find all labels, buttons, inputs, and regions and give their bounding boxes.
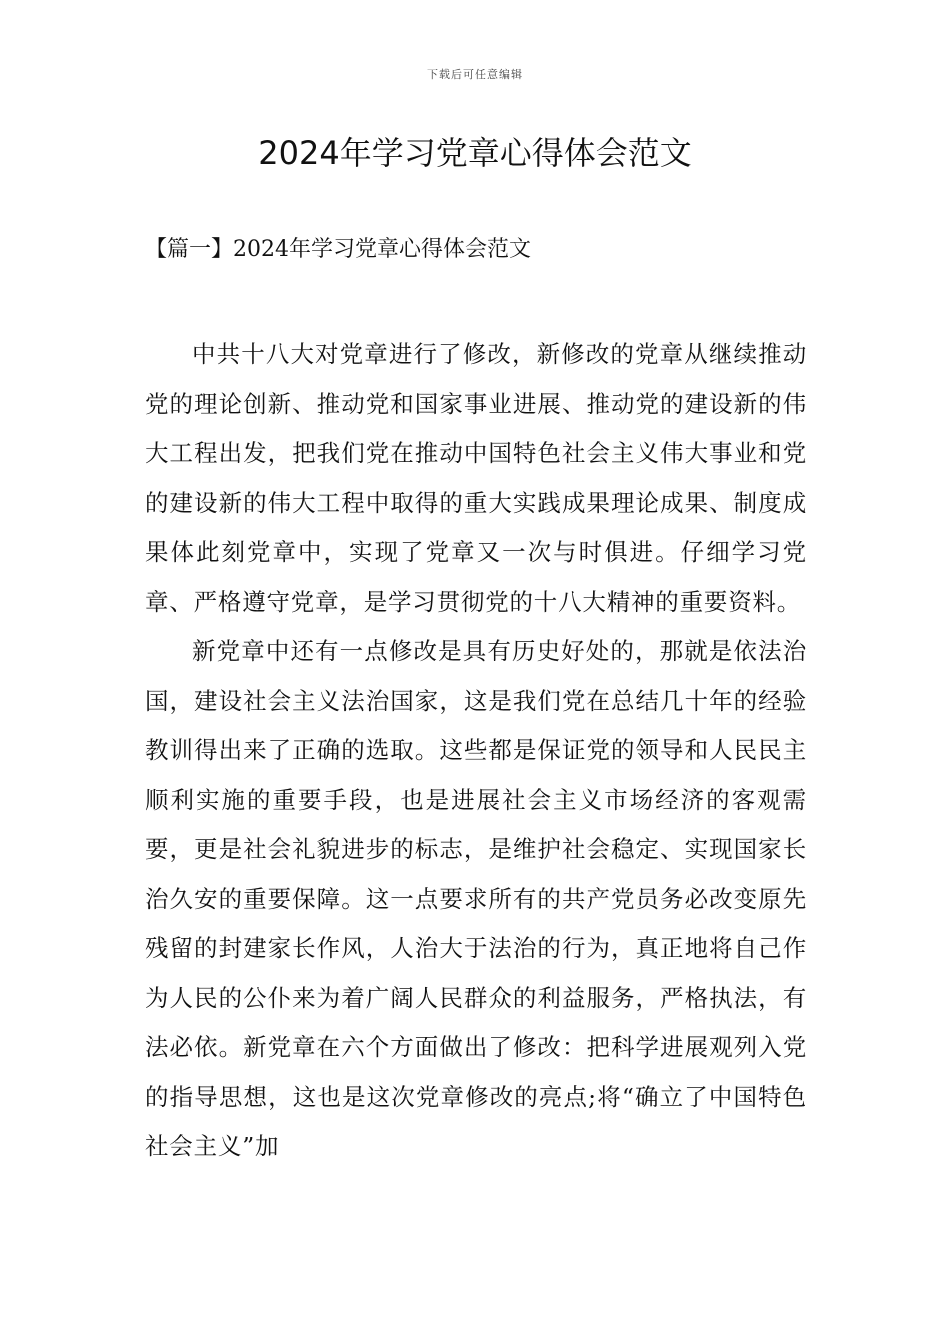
header-note: 下载后可任意编辑 (427, 68, 523, 81)
document-title: 2024年学习党章心得体会范文 (258, 134, 692, 172)
section-heading: 【篇一】2024年学习党章心得体会范文 (145, 237, 531, 262)
document-body (145, 330, 807, 1172)
paragraph: 中共十八大对党章进行了修改，新修改的党章从继续推动党的理论创新、推动党和国家事业进展、推动党的建设新的伟大工程出发，把我们党在推动中国特色社会主义伟大事业和党的建设新的伟大工程中取得的重大实践成果理论成果、制度成果体此刻党章中，实现了党章又一次与时俱进。仔细学习党章、严格遵守党章，是学习贯彻党的十八大精神的重要资料。 (145, 340, 807, 616)
paragraph: 新党章中还有一点修改是具有历史好处的，那就是依法治国，建设社会主义法治国家，这是我们党在总结几十年的经验教训得出来了正确的选取。这些都是保证党的领导和人民民主顺利实施的重要手段，也是进展社会主义市场经济的客观需要，更是社会礼貌进步的标志，是维护社会稳定、实现国家长治久安的重要保障。这一点要求所有的共产党员务必改变原先残留的封建家长作风，人治大于法治的行为，真正地将自己作为人民的公仆来为着广阔人民群众的利益服务，严格执法，有法必依。新党章在六个方面做出了修改：把科学进展观列入党的指导思想，这也是这次党章修改的亮点;将“确立了中国特色社会主义”加 (145, 637, 807, 1160)
